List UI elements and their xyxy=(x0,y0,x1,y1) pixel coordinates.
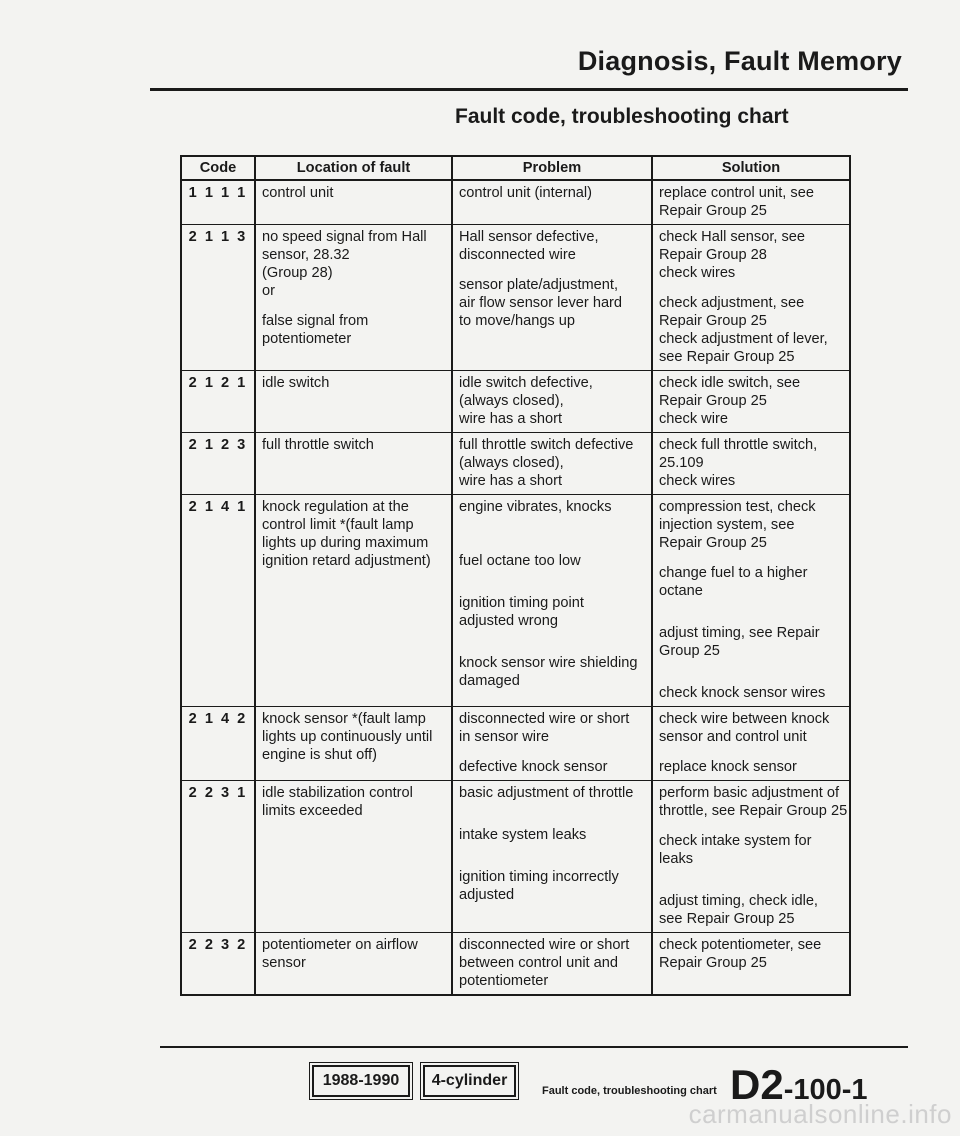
line-gap xyxy=(459,746,645,758)
fault-code-cell: 2 2 3 2 xyxy=(181,933,255,996)
solution-line: check full throttle switch, xyxy=(659,437,818,453)
problem-line: between control unit and xyxy=(459,955,619,971)
solution-line: check adjustment of lever, xyxy=(659,331,828,347)
solution-line: sensor and control unit xyxy=(659,729,807,745)
location-line: false signal from xyxy=(262,313,369,329)
solution-line: see Repair Group 25 xyxy=(659,911,795,927)
line-gap xyxy=(459,570,645,582)
table-row xyxy=(181,180,850,225)
location-cell xyxy=(255,225,452,371)
solution-cell xyxy=(652,225,850,371)
problem-cell xyxy=(452,933,652,996)
column-header-solution: Solution xyxy=(652,156,850,180)
problem-line: air flow sensor lever hard xyxy=(459,295,623,311)
location-cell xyxy=(255,781,452,933)
solution-line: Repair Group 25 xyxy=(659,203,767,219)
solution-line: octane xyxy=(659,583,703,599)
solution-line: throttle, see Repair Group 25 xyxy=(659,803,848,819)
problem-line: adjusted wrong xyxy=(459,613,558,629)
line-gap xyxy=(459,856,645,868)
table-row xyxy=(181,781,850,933)
line-gap xyxy=(459,844,645,856)
header-row xyxy=(181,156,850,180)
column-header-problem: Problem xyxy=(452,156,652,180)
solution-line: Repair Group 25 xyxy=(659,393,767,409)
table-row xyxy=(181,707,850,781)
problem-cell xyxy=(452,781,652,933)
column-header-location: Location of fault xyxy=(255,156,452,180)
fault-code-cell: 2 1 2 1 xyxy=(181,371,255,433)
solution-cell xyxy=(652,707,850,781)
line-gap xyxy=(459,264,645,276)
location-line: ignition retard adjustment) xyxy=(262,553,431,569)
location-cell xyxy=(255,433,452,495)
line-gap xyxy=(659,880,843,892)
solution-line: leaks xyxy=(659,851,694,867)
solution-line: check idle switch, see xyxy=(659,375,801,391)
location-cell xyxy=(255,371,452,433)
problem-line: basic adjustment of throttle xyxy=(459,785,634,801)
location-cell xyxy=(255,180,452,225)
table-row xyxy=(181,933,850,996)
location-line: engine is shut off) xyxy=(262,747,377,763)
line-gap xyxy=(659,612,843,624)
problem-line: wire has a short xyxy=(459,411,563,427)
solution-line: compression test, check xyxy=(659,499,816,515)
solution-cell xyxy=(652,371,850,433)
problem-cell xyxy=(452,225,652,371)
line-gap xyxy=(262,300,445,312)
footer-rule xyxy=(160,1046,908,1048)
watermark: carmanualsonline.info xyxy=(688,1099,952,1129)
problem-line: damaged xyxy=(459,673,520,689)
fault-code-cell: 2 1 4 1 xyxy=(181,495,255,707)
problem-line: disconnected wire or short xyxy=(459,937,630,953)
solution-line: 25.109 xyxy=(659,455,704,471)
line-gap xyxy=(459,540,645,552)
solution-line: replace knock sensor xyxy=(659,759,797,775)
problem-line: potentiometer xyxy=(459,973,549,989)
fault-code-table xyxy=(180,155,851,996)
line-gap xyxy=(659,282,843,294)
fault-code-cell: 2 1 4 2 xyxy=(181,707,255,781)
solution-line: injection system, see xyxy=(659,517,795,533)
location-line: potentiometer on airflow xyxy=(262,937,418,953)
line-gap xyxy=(459,528,645,540)
solution-cell xyxy=(652,495,850,707)
location-line: sensor xyxy=(262,955,306,971)
location-line: or xyxy=(262,283,275,299)
problem-line: fuel octane too low xyxy=(459,553,581,569)
problem-line: adjusted xyxy=(459,887,515,903)
solution-cell xyxy=(652,180,850,225)
line-gap xyxy=(459,642,645,654)
table-header xyxy=(181,156,850,180)
location-line: potentiometer xyxy=(262,331,352,347)
problem-line: Hall sensor defective, xyxy=(459,229,599,245)
page-header-title: Diagnosis, Fault Memory xyxy=(577,46,902,76)
location-cell xyxy=(255,707,452,781)
problem-line: ignition timing point xyxy=(459,595,584,611)
solution-line: replace control unit, see xyxy=(659,185,814,201)
line-gap xyxy=(459,814,645,826)
solution-line: check intake system for xyxy=(659,833,812,849)
problem-line: engine vibrates, knocks xyxy=(459,499,612,515)
problem-line: to move/hangs up xyxy=(459,313,576,329)
table-row xyxy=(181,225,850,371)
fault-code-cell: 2 2 3 1 xyxy=(181,781,255,933)
line-gap xyxy=(659,660,843,672)
problem-line: ignition timing incorrectly xyxy=(459,869,619,885)
line-gap xyxy=(659,552,843,564)
solution-line: check wires xyxy=(659,473,736,489)
fault-code-cell: 2 1 2 3 xyxy=(181,433,255,495)
solution-line: adjust timing, check idle, xyxy=(659,893,818,909)
solution-line: Repair Group 25 xyxy=(659,313,767,329)
solution-line: Repair Group 28 xyxy=(659,247,767,263)
chart-subtitle: Fault code, troubleshooting chart xyxy=(455,105,789,128)
table-row xyxy=(181,495,850,707)
solution-line: check wire between knock xyxy=(659,711,830,727)
problem-line: intake system leaks xyxy=(459,827,587,843)
solution-line: check potentiometer, see xyxy=(659,937,822,953)
line-gap xyxy=(459,516,645,528)
line-gap xyxy=(459,802,645,814)
column-header-code: Code xyxy=(181,156,255,180)
footer-caption: Fault code, troubleshooting chart xyxy=(542,1085,717,1097)
location-line: knock sensor *(fault lamp xyxy=(262,711,426,727)
problem-line: knock sensor wire shielding xyxy=(459,655,638,671)
location-line: (Group 28) xyxy=(262,265,333,281)
line-gap xyxy=(459,582,645,594)
location-line: knock regulation at the xyxy=(262,499,409,515)
problem-line: disconnected wire or short xyxy=(459,711,630,727)
page-number-prefix: D2 xyxy=(730,1061,784,1108)
solution-line: Repair Group 25 xyxy=(659,955,767,971)
engine-badge: 4-cylinder xyxy=(423,1065,516,1097)
solution-line: check wires xyxy=(659,265,736,281)
solution-cell xyxy=(652,933,850,996)
solution-line: check knock sensor wires xyxy=(659,685,826,701)
location-cell xyxy=(255,933,452,996)
location-line: idle switch xyxy=(262,375,330,391)
problem-line: (always closed), xyxy=(459,455,564,471)
location-line: full throttle switch xyxy=(262,437,374,453)
solution-line: adjust timing, see Repair xyxy=(659,625,820,641)
location-line: sensor, 28.32 xyxy=(262,247,350,263)
problem-cell xyxy=(452,495,652,707)
problem-cell xyxy=(452,371,652,433)
solution-cell xyxy=(652,781,850,933)
fault-code-cell: 1 1 1 1 xyxy=(181,180,255,225)
problem-line: defective knock sensor xyxy=(459,759,608,775)
table-row xyxy=(181,371,850,433)
location-line: no speed signal from Hall xyxy=(262,229,427,245)
problem-line: idle switch defective, xyxy=(459,375,593,391)
solution-line: check adjustment, see xyxy=(659,295,805,311)
solution-line: perform basic adjustment of xyxy=(659,785,840,801)
problem-cell xyxy=(452,180,652,225)
location-line: control limit *(fault lamp xyxy=(262,517,414,533)
solution-line: check Hall sensor, see xyxy=(659,229,806,245)
problem-line: full throttle switch defective xyxy=(459,437,634,453)
fault-code-cell: 2 1 1 3 xyxy=(181,225,255,371)
location-line: control unit xyxy=(262,185,334,201)
problem-line: control unit (internal) xyxy=(459,185,593,201)
problem-line: wire has a short xyxy=(459,473,563,489)
location-line: lights up during maximum xyxy=(262,535,429,551)
problem-line: (always closed), xyxy=(459,393,564,409)
solution-cell xyxy=(652,433,850,495)
solution-line: Group 25 xyxy=(659,643,720,659)
line-gap xyxy=(659,868,843,880)
table-body xyxy=(181,180,850,995)
location-cell xyxy=(255,495,452,707)
header-rule xyxy=(150,88,908,91)
problem-line: disconnected wire xyxy=(459,247,576,263)
line-gap xyxy=(659,820,843,832)
line-gap xyxy=(659,672,843,684)
table-row xyxy=(181,433,850,495)
location-line: lights up continuously until xyxy=(262,729,433,745)
solution-line: Repair Group 25 xyxy=(659,535,767,551)
problem-line: in sensor wire xyxy=(459,729,550,745)
line-gap xyxy=(659,600,843,612)
line-gap xyxy=(659,746,843,758)
solution-line: change fuel to a higher xyxy=(659,565,808,581)
problem-line: sensor plate/adjustment, xyxy=(459,277,618,293)
problem-cell xyxy=(452,707,652,781)
problem-cell xyxy=(452,433,652,495)
line-gap xyxy=(459,630,645,642)
solution-line: see Repair Group 25 xyxy=(659,349,795,365)
location-line: idle stabilization control xyxy=(262,785,413,801)
solution-line: check wire xyxy=(659,411,728,427)
model-years-badge: 1988-1990 xyxy=(312,1065,410,1097)
location-line: limits exceeded xyxy=(262,803,363,819)
page-number-suffix: -100-1 xyxy=(783,1074,868,1106)
